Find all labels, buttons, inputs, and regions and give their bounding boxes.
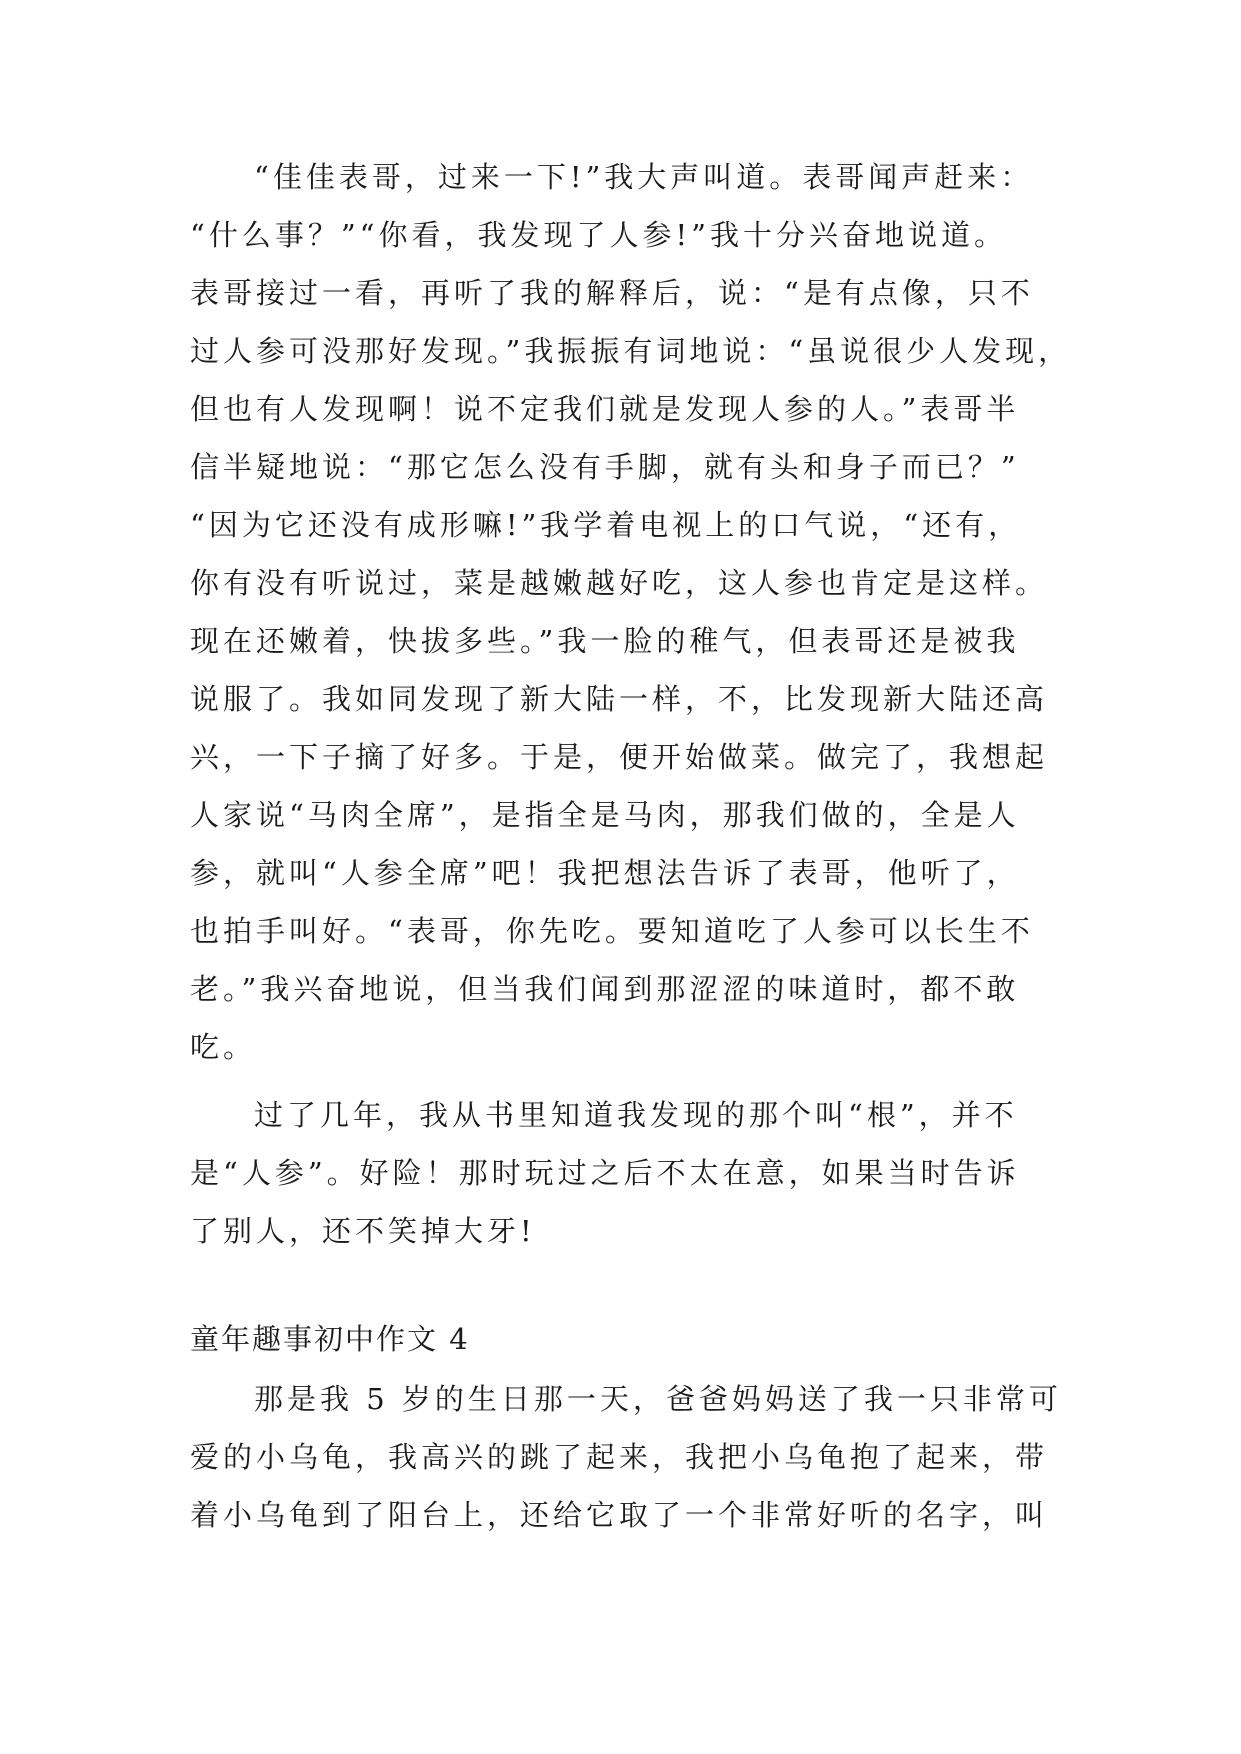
text-line: “什么事？”“你看，我发现了人参!”我十分兴奋地说道。 — [190, 218, 1007, 252]
text-line: 但也有人发现啊！说不定我们就是发现人参的人。”表哥半 — [190, 392, 1020, 426]
text-line: 过人参可没那好发现。”我振振有词地说：“虽说很少人发现， — [190, 334, 1072, 368]
text-line: 那是我 5 岁的生日那一天，爸爸妈妈送了我一只非常可 — [254, 1382, 1062, 1416]
text-line: 信半疑地说：“那它怎么没有手脚，就有头和身子而已？” — [190, 450, 1020, 484]
paragraph-2 — [190, 1086, 1070, 1260]
text-line: 是“人参”。好险！那时玩过之后不太在意，如果当时告诉 — [190, 1156, 1020, 1190]
text-line: 表哥接过一看，再听了我的解释后，说：“是有点像，只不 — [190, 276, 1034, 310]
text-line: 参，就叫“人参全席”吧！我把想法告诉了表哥，他听了， — [190, 856, 1020, 890]
paragraph-1 — [190, 148, 1070, 1076]
text-line: 你有没有听说过，菜是越嫩越好吃，这人参也肯定是这样。 — [190, 566, 1049, 600]
text-line: 吃。 — [190, 1030, 257, 1064]
text-line: 着小乌龟到了阳台上，还给它取了一个非常好听的名字，叫 — [190, 1498, 1049, 1532]
text-line: “因为它还没有成形嘛!”我学着电视上的口气说，“还有， — [190, 508, 1022, 542]
text-line: 也拍手叫好。“表哥，你先吃。要知道吃了人参可以长生不 — [190, 914, 1034, 948]
text-line: 老。”我兴奋地说，但当我们闻到那涩涩的味道时，都不敢 — [190, 972, 1020, 1006]
text-line: 人家说“马肉全席”，是指全是马肉，那我们做的，全是人 — [190, 798, 1020, 832]
text-line: 现在还嫩着，快拔多些。”我一脸的稚气，但表哥还是被我 — [190, 624, 1020, 658]
text-line: 兴，一下子摘了好多。于是，便开始做菜。做完了，我想起 — [190, 740, 1049, 774]
text-line: 过了几年，我从书里知道我发现的那个叫“根”，并不 — [254, 1098, 1018, 1132]
text-line: 了别人，还不笑掉大牙! — [190, 1214, 536, 1248]
text-line: 爱的小乌龟，我高兴的跳了起来，我把小乌龟抱了起来，带 — [190, 1440, 1049, 1474]
section-heading: 童年趣事初中作文 4 — [190, 1322, 470, 1356]
text-line: 说服了。我如同发现了新大陆一样，不，比发现新大陆还高 — [190, 682, 1049, 716]
text-line: “佳佳表哥，过来一下!”我大声叫道。表哥闻声赶来： — [254, 160, 1034, 194]
section-heading-block — [190, 1310, 1070, 1368]
paragraph-3 — [190, 1370, 1070, 1544]
